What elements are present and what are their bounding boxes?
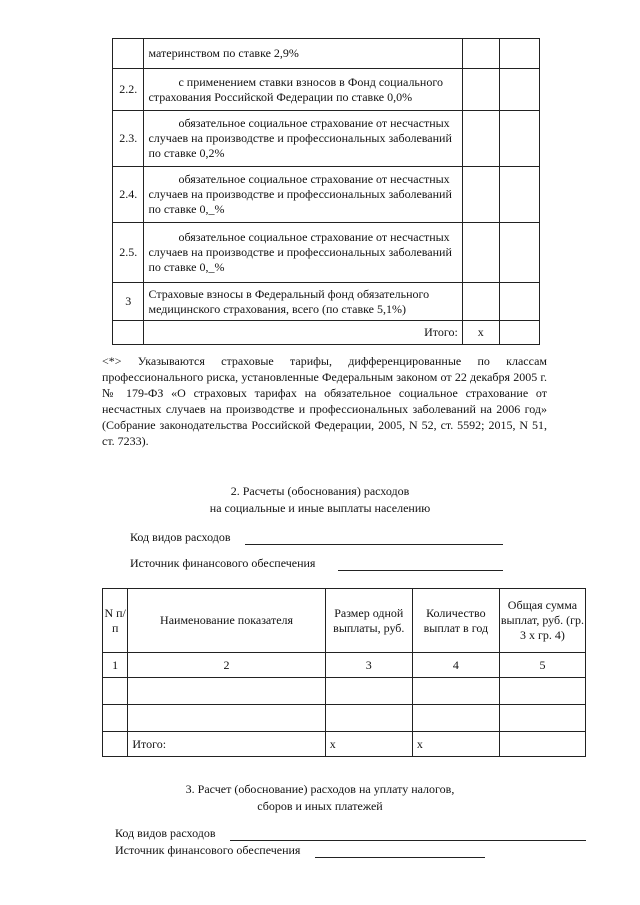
section2-title-line2: на социальные и иные выплаты населению (209, 501, 431, 515)
section3-title-line2: сборов и иных платежей (257, 799, 383, 813)
empty-cell (499, 69, 539, 111)
section2-code-field[interactable] (245, 544, 503, 545)
social-payments-table (102, 588, 586, 757)
table-row (113, 39, 540, 69)
row-number: 2.2. (113, 69, 144, 111)
row-number (113, 39, 144, 69)
table-row (113, 69, 540, 111)
empty-cell (128, 705, 325, 732)
section3-title-line1: 3. Расчет (обоснование) расходов на уплату налогов, (185, 782, 455, 796)
empty-cell (499, 321, 539, 345)
empty-cell (103, 678, 128, 705)
col-header: Наименование показателя (128, 589, 325, 653)
empty-cell (412, 678, 499, 705)
total-label: Итого: (128, 732, 325, 757)
table-row (103, 705, 586, 732)
empty-cell (462, 39, 499, 69)
table-row (113, 283, 540, 321)
empty-cell (412, 705, 499, 732)
row-text: Страховые взносы в Федеральный фонд обязательного медицинского страхования, всего (по ставке 5,1%) (144, 283, 462, 321)
col-header: N п/п (103, 589, 128, 653)
empty-cell (325, 705, 412, 732)
empty-cell (499, 111, 539, 167)
empty-cell (128, 678, 325, 705)
row-text: с применением ставки взносов в Фонд социального страхования Российской Федерации по ставке 0,0% (144, 69, 462, 111)
row-text: обязательное социальное страхование от несчастных случаев на производстве и профессиональных заболеваний по ставке 0,2% (144, 111, 462, 167)
row-number: 2.5. (113, 223, 144, 283)
row-number: 2.3. (113, 111, 144, 167)
empty-cell (499, 283, 539, 321)
row-text: материнством по ставке 2,9% (144, 39, 462, 69)
empty-cell (462, 167, 499, 223)
table-row (103, 678, 586, 705)
empty-cell (499, 678, 585, 705)
total-x: х (462, 321, 499, 345)
row-text: обязательное социальное страхование от несчастных случаев на производстве и профессиональных заболеваний по ставке 0,_% (144, 223, 462, 283)
table-row (113, 223, 540, 283)
col-number: 2 (128, 653, 325, 678)
empty-cell (462, 111, 499, 167)
footnote: <*> Указываются страховые тарифы, дифференцированные по классам профессионального риска, установленные Федеральным законом от 22 декабря 2005 г. № 179-ФЗ «О страховых тарифах на обязательное социальное страхование от несчастных случаев на производстве и профессиональных заболеваний на 2006 год» (Собрание законодательства Российской Федерации, 2005, N 52, ст. 5592; 2015, N 51, ст. 7233). (102, 354, 547, 448)
empty-cell (499, 39, 539, 69)
row-number: 3 (113, 283, 144, 321)
row-number: 2.4. (113, 167, 144, 223)
section2-source-label: Источник финансового обеспечения (130, 556, 316, 570)
section3-source-field[interactable] (315, 857, 485, 858)
col-number: 3 (325, 653, 412, 678)
col-number: 4 (412, 653, 499, 678)
total-x: х (325, 732, 412, 757)
header-row (103, 589, 586, 653)
col-header: Количество выплат в год (412, 589, 499, 653)
empty-cell (103, 732, 128, 757)
total-x: х (412, 732, 499, 757)
empty-cell (499, 732, 585, 757)
col-number: 1 (103, 653, 128, 678)
empty-cell (462, 69, 499, 111)
section2-source-field[interactable] (338, 570, 503, 571)
total-label: Итого: (144, 321, 462, 345)
empty-cell (325, 678, 412, 705)
section3-code-field[interactable] (230, 840, 586, 841)
total-row (103, 732, 586, 757)
section2-code-label: Код видов расходов (130, 530, 231, 544)
insurance-contributions-table (112, 38, 540, 345)
empty-cell (462, 283, 499, 321)
empty-cell (113, 321, 144, 345)
table-row (113, 111, 540, 167)
col-header: Размер одной выплаты, руб. (325, 589, 412, 653)
column-numbers-row (103, 653, 586, 678)
total-row (113, 321, 540, 345)
row-text: обязательное социальное страхование от несчастных случаев на производстве и профессиональных заболеваний по ставке 0,_% (144, 167, 462, 223)
section2-title-line1: 2. Расчеты (обоснования) расходов (230, 484, 410, 498)
section3-source-label: Источник финансового обеспечения (115, 843, 301, 857)
empty-cell (499, 167, 539, 223)
table-row (113, 167, 540, 223)
empty-cell (499, 705, 585, 732)
empty-cell (462, 223, 499, 283)
col-header: Общая сумма выплат, руб. (гр. 3 х гр. 4) (499, 589, 585, 653)
col-number: 5 (499, 653, 585, 678)
section3-code-label: Код видов расходов (115, 826, 216, 840)
empty-cell (499, 223, 539, 283)
empty-cell (103, 705, 128, 732)
